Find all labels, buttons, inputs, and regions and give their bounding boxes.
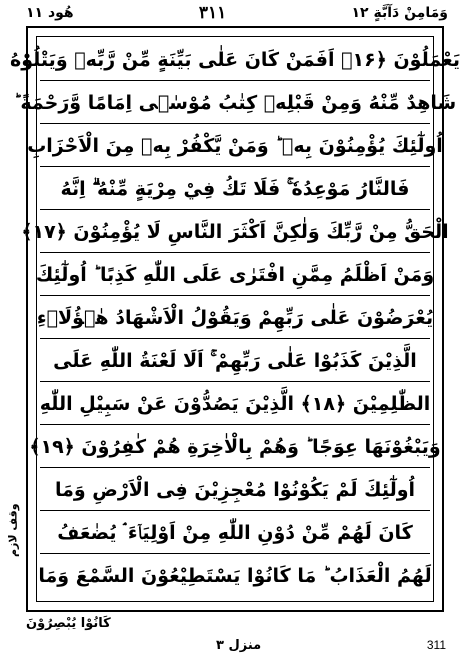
text-line: اُولٰٓئِكَ يُؤْمِنُوْنَ بِهٖ ؕ وَمَنْ يَّكْفُرْ بِهٖ مِنَ الْاَحْزَابِ (27, 135, 443, 157)
line-rule (40, 467, 430, 468)
line-rule (40, 209, 430, 210)
text-line: شَاهِدٌ مِّنْهُ وَمِنْ قَبْلِهٖ كِتٰبُ مُوْسٰۤى اِمَامًا وَّرَحْمَةً ؕ (13, 92, 457, 114)
line-rule (40, 510, 430, 511)
page-header (26, 0, 448, 26)
catchword: كَانُوْا يُبْصِرُوْنَ (26, 616, 111, 631)
text-line: الَّذِيْنَ كَذَبُوْا عَلٰى رَبِّهِمْ ۚ اَلَا لَعْنَةُ اللّٰهِ عَلَى (53, 350, 417, 372)
text-line: يُعْرَضُوْنَ عَلٰى رَبِّهِمْ وَيَقُوْلُ الْاَشْهَادُ هٰۤؤُلَاۤءِ (36, 307, 434, 329)
text-line: فَالنَّارُ مَوْعِدُهٗ ۚ فَلَا تَكُ فِيْ مِرْيَةٍ مِّنْهُ ۗ اِنَّهُ (60, 178, 410, 200)
text-line: يَعْمَلُوْنَ ﴿۱۶﴾ اَفَمَنْ كَانَ عَلٰى بَيِّنَةٍ مِّنْ رَّبِّهٖ وَيَتْلُوْهُ (10, 49, 460, 71)
page-number-arabic: ۳۱۱ (198, 3, 227, 23)
page-footer (26, 614, 448, 662)
line-rule (40, 295, 430, 296)
line-rule (40, 381, 430, 382)
line-rule (40, 252, 430, 253)
surah-name: هُود ۱۱ (26, 5, 74, 21)
line-rule (40, 424, 430, 425)
text-line: اُولٰٓئِكَ لَمْ يَكُوْنُوْا مُعْجِزِيْنَ فِى الْاَرْضِ وَمَا (54, 479, 416, 501)
manzil-label: منزل ۳ (216, 638, 262, 653)
text-line: كَانَ لَهُمْ مِّنْ دُوْنِ اللّٰهِ مِنْ اَوْلِيَاۤءَ ۘ يُضٰعَفُ (57, 522, 413, 544)
text-line: وَمَنْ اَظْلَمُ مِمَّنِ افْتَرٰى عَلَى اللّٰهِ كَذِبًا ؕ اُولٰٓئِكَ (35, 264, 435, 286)
line-rule (40, 166, 430, 167)
line-rule (40, 338, 430, 339)
text-line: الْحَقُّ مِنْ رَّبِّكَ وَلٰكِنَّ اَكْثَرَ النَّاسِ لَا يُؤْمِنُوْنَ ﴿۱۷﴾ (21, 221, 449, 243)
page-number: 311 (426, 638, 446, 652)
text-line: الظّٰلِمِيْنَ ﴿۱۸﴾ الَّذِيْنَ يَصُدُّوْنَ عَنْ سَبِيْلِ اللّٰهِ (39, 393, 431, 415)
line-rule (40, 123, 430, 124)
line-rule (40, 553, 430, 554)
text-line: وَيَبْغُوْنَهَا عِوَجًا ؕ وَهُمْ بِالْاٰخِرَةِ هُمْ كٰفِرُوْنَ ﴿۱۹﴾ (29, 436, 441, 458)
juz-name: وَمَامِنْ دَآبَّةٍ ۱۲ (351, 5, 448, 21)
line-rule (40, 80, 430, 81)
margin-note: وقف لازم (6, 503, 20, 557)
text-line: لَهُمُ الْعَذَابُ ؕ مَا كَانُوْا يَسْتَطِيْعُوْنَ السَّمْعَ وَمَا (38, 565, 432, 587)
